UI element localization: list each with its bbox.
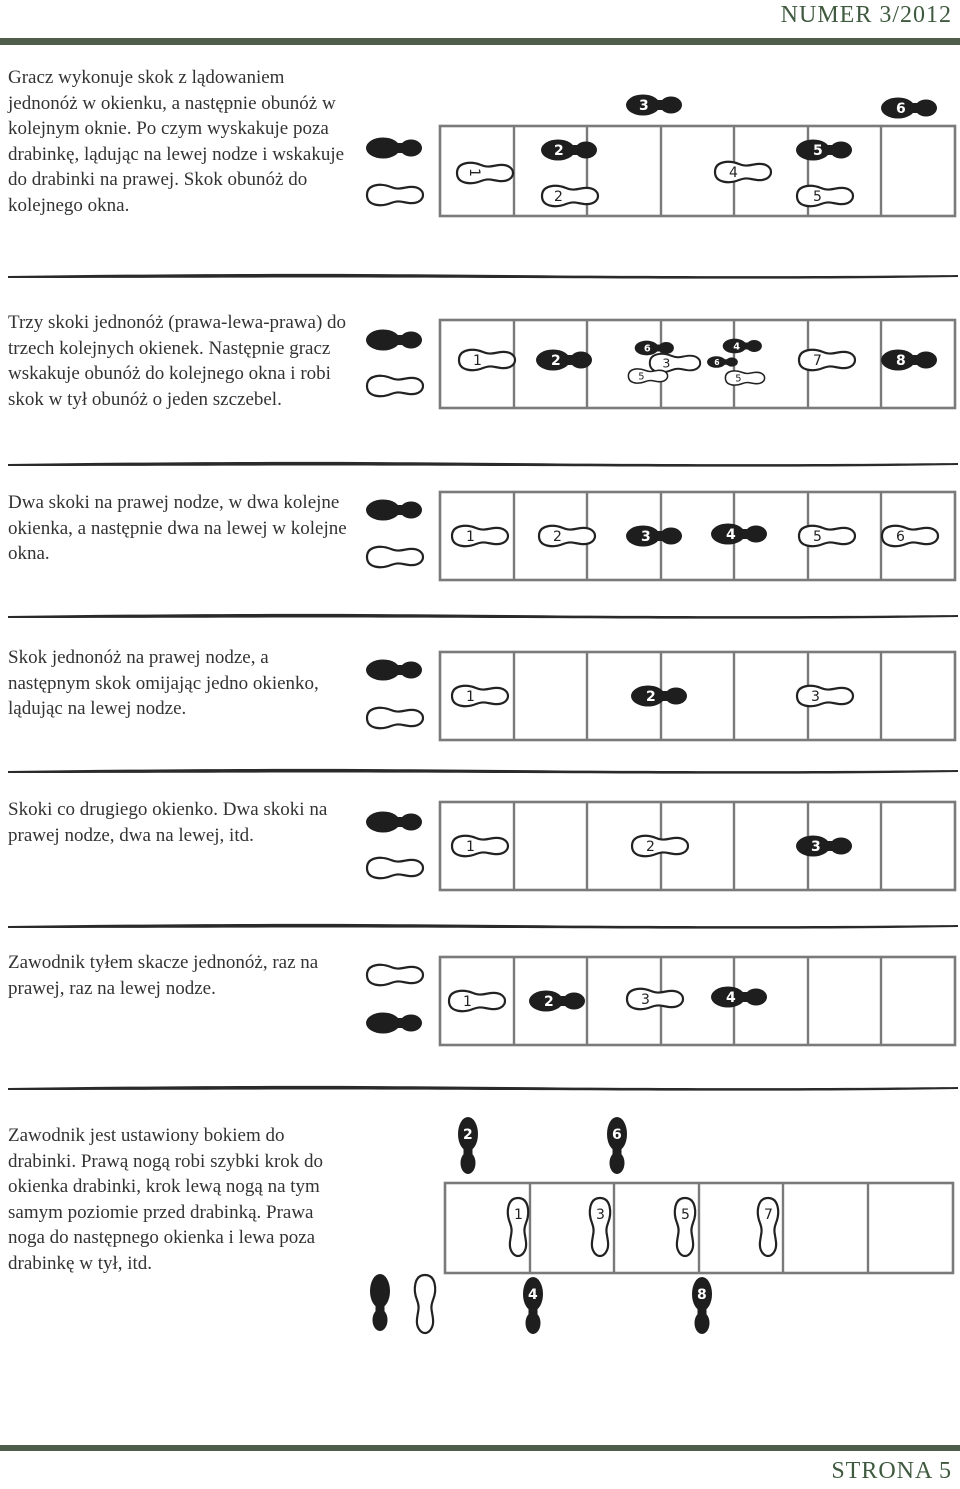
step-2-left-foot-icon bbox=[542, 186, 598, 206]
step-5-left-foot-icon bbox=[797, 186, 853, 206]
step-6-right-foot-icon bbox=[607, 1117, 627, 1174]
svg-text:2: 2 bbox=[463, 1127, 473, 1143]
step-2-left-foot-icon bbox=[632, 836, 688, 856]
svg-text:1: 1 bbox=[466, 168, 482, 177]
step-5-left-foot-icon bbox=[628, 369, 667, 383]
step-3-left-foot-icon bbox=[627, 989, 683, 1009]
section-divider bbox=[8, 458, 958, 470]
step-3-right-foot-icon bbox=[626, 526, 682, 547]
section-divider bbox=[8, 920, 958, 932]
svg-text:1: 1 bbox=[514, 1207, 523, 1223]
svg-text:4: 4 bbox=[528, 1287, 538, 1303]
svg-text:5: 5 bbox=[813, 143, 823, 159]
svg-text:5: 5 bbox=[681, 1207, 690, 1223]
step-2-right-foot-icon bbox=[536, 350, 592, 371]
svg-text:4: 4 bbox=[733, 341, 741, 353]
svg-text:2: 2 bbox=[646, 839, 655, 855]
svg-text:3: 3 bbox=[662, 355, 671, 371]
step-1-left-foot-icon bbox=[452, 526, 508, 546]
svg-text:1: 1 bbox=[463, 994, 472, 1010]
section-divider bbox=[8, 270, 958, 282]
svg-text:3: 3 bbox=[639, 98, 649, 114]
step-3-left-foot-icon bbox=[650, 354, 700, 372]
step-6-right-foot-icon bbox=[881, 98, 937, 119]
svg-text:6: 6 bbox=[896, 529, 905, 545]
svg-text:6: 6 bbox=[612, 1127, 622, 1143]
step-5-right-foot-icon bbox=[796, 140, 852, 161]
svg-text:4: 4 bbox=[726, 527, 736, 543]
svg-text:5: 5 bbox=[813, 189, 822, 205]
step-5-left-foot-icon bbox=[799, 526, 855, 546]
start-right-foot-icon bbox=[370, 1274, 390, 1331]
svg-text:3: 3 bbox=[811, 689, 820, 705]
svg-text:8: 8 bbox=[697, 1287, 707, 1303]
step-7-left-foot-icon bbox=[799, 350, 855, 370]
svg-text:8: 8 bbox=[896, 353, 906, 369]
step-4-right-foot-icon bbox=[523, 1277, 543, 1334]
legend-right-foot-icon bbox=[366, 500, 422, 521]
legend-right-foot-icon bbox=[366, 330, 422, 351]
exercise-2-diagram bbox=[365, 318, 960, 410]
svg-text:2: 2 bbox=[553, 529, 562, 545]
step-8-right-foot-icon bbox=[881, 350, 937, 371]
section-divider bbox=[8, 610, 958, 622]
step-2-right-foot-icon bbox=[631, 686, 687, 707]
step-4-left-foot-icon bbox=[715, 162, 771, 182]
svg-text:4: 4 bbox=[729, 165, 738, 181]
step-2-left-foot-icon bbox=[539, 526, 595, 546]
svg-text:3: 3 bbox=[641, 992, 650, 1008]
svg-text:1: 1 bbox=[466, 529, 475, 545]
legend-left-foot-icon bbox=[367, 708, 423, 728]
section-divider bbox=[8, 765, 958, 777]
exercise-6-text: Zawodnik tyłem skacze jednonóż, raz na prawej, raz na lewej nodze. bbox=[8, 952, 319, 999]
svg-text:1: 1 bbox=[466, 839, 475, 855]
svg-text:5: 5 bbox=[638, 371, 645, 383]
svg-text:6: 6 bbox=[896, 101, 906, 117]
step-5-left-foot-mark-icon bbox=[725, 371, 764, 385]
step-8-right-foot-icon bbox=[692, 1277, 712, 1334]
step-6-right-foot-mark-icon bbox=[707, 356, 738, 368]
step-3-left-foot-icon bbox=[797, 686, 853, 706]
exercise-4-diagram bbox=[365, 650, 960, 742]
exercise-4-text: Skok jednonóż na prawej nodze, a następnym skok omijając jedno okienko, lądując na lewej nodze. bbox=[8, 647, 319, 719]
svg-text:3: 3 bbox=[596, 1207, 605, 1223]
legend-left-foot-icon bbox=[367, 858, 423, 878]
step-1-left-foot-icon bbox=[449, 991, 505, 1011]
svg-text:2: 2 bbox=[551, 353, 561, 369]
legend-left-foot-icon bbox=[367, 547, 423, 567]
exercise-5-text: Skoki co drugiego okienko. Dwa skoki na prawej nodze, dwa na lewej, itd. bbox=[8, 799, 328, 846]
svg-text:1: 1 bbox=[466, 689, 475, 705]
header-rule bbox=[0, 38, 960, 45]
legend-left-foot-icon bbox=[367, 965, 423, 985]
exercise-1-diagram bbox=[365, 88, 960, 223]
exercise-7-diagram bbox=[360, 1115, 960, 1340]
step-3-right-foot-icon bbox=[796, 836, 852, 857]
svg-text:2: 2 bbox=[544, 994, 554, 1010]
svg-text:6: 6 bbox=[714, 357, 720, 367]
svg-text:2: 2 bbox=[554, 189, 563, 205]
step-1-left-foot-icon bbox=[459, 350, 515, 370]
svg-text:7: 7 bbox=[764, 1207, 773, 1223]
svg-text:6: 6 bbox=[643, 343, 651, 355]
step-1-left-foot-icon bbox=[452, 836, 508, 856]
footer-rule bbox=[0, 1445, 960, 1451]
legend-left-foot-icon bbox=[367, 376, 423, 396]
svg-text:2: 2 bbox=[554, 143, 564, 159]
exercise-1-text: Gracz wykonuje skok z lądowaniem jednonóż w okienku, a następnie obunóż w kolejnym oknie. Po czym wyskakuje poza drabinkę, lądując na lewej nodze i wskakuje do drabinki na prawej. Skok obunóż do kolejnego okna. bbox=[8, 67, 345, 216]
exercise-3-diagram bbox=[365, 490, 960, 582]
svg-text:4: 4 bbox=[726, 990, 736, 1006]
exercise-5-diagram bbox=[365, 800, 960, 892]
step-4-right-foot-icon bbox=[711, 987, 767, 1008]
svg-text:1: 1 bbox=[473, 353, 482, 369]
svg-text:2: 2 bbox=[646, 689, 656, 705]
step-3-right-foot-icon bbox=[626, 95, 682, 116]
legend-left-foot-icon bbox=[367, 185, 423, 205]
section-divider bbox=[8, 1082, 958, 1094]
step-4-right-foot-icon bbox=[723, 339, 762, 354]
svg-text:3: 3 bbox=[641, 529, 651, 545]
step-1-left-foot-icon bbox=[452, 686, 508, 706]
step-2-right-foot-icon bbox=[458, 1117, 478, 1174]
svg-text:5: 5 bbox=[813, 529, 822, 545]
legend-right-foot-icon bbox=[366, 138, 422, 159]
step-4-right-foot-icon bbox=[711, 524, 767, 545]
step-2-right-foot-icon bbox=[529, 991, 585, 1012]
step-6-left-foot-icon bbox=[882, 526, 938, 546]
legend-right-foot-icon bbox=[366, 1013, 422, 1034]
legend-right-foot-icon bbox=[366, 660, 422, 681]
exercise-3-text: Dwa skoki na prawej nodze, w dwa kolejne okienka, a następnie dwa na lewej w kolejne okna. bbox=[8, 492, 347, 564]
exercise-2-text: Trzy skoki jednonóż (prawa-lewa-prawa) do trzech kolejnych okienek. Następnie gracz wskakuje obunóż do kolejnego okna i robi skok w tył obunóż o jeden szczebel. bbox=[8, 312, 347, 410]
page-number: STRONA 5 bbox=[831, 1458, 952, 1484]
svg-text:5: 5 bbox=[735, 373, 742, 385]
issue-number: NUMER 3/2012 bbox=[780, 2, 952, 28]
legend-right-foot-icon bbox=[366, 812, 422, 833]
svg-text:3: 3 bbox=[811, 839, 821, 855]
start-left-foot-icon bbox=[415, 1275, 435, 1333]
step-1-left-foot-icon bbox=[457, 163, 513, 183]
svg-text:7: 7 bbox=[813, 353, 822, 369]
exercise-7-text: Zawodnik jest ustawiony bokiem do drabinki. Prawą nogą robi szybki krok do okienka drabinki, krok lewą nogą na tym samym poziomie przed drabinką. Prawa noga do następnego okienka i lewa poza drabinkę w tył, itd. bbox=[8, 1125, 324, 1274]
step-6-right-foot-icon bbox=[635, 341, 674, 356]
exercise-6-diagram bbox=[365, 955, 960, 1047]
step-2-right-foot-icon bbox=[541, 140, 597, 161]
